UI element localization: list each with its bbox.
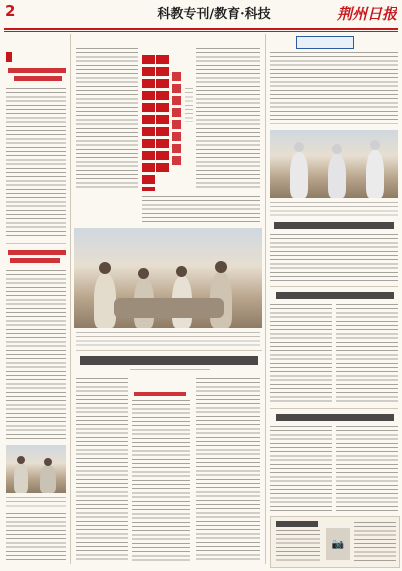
middle-divider	[76, 350, 262, 351]
vertical-byline	[185, 88, 193, 122]
vertical-headline-main-2	[156, 55, 169, 175]
middle-feature-photo	[74, 228, 262, 328]
right-headline-1	[274, 222, 394, 229]
right-headline-3	[276, 414, 394, 421]
right-article-1-body	[270, 52, 398, 124]
left-column-tag	[6, 52, 12, 62]
bottom-box-title	[276, 521, 318, 527]
right-article-3-col1	[270, 304, 332, 404]
right-article-4-col1	[270, 426, 332, 512]
column-divider	[70, 34, 71, 564]
right-article-2-body	[270, 234, 398, 282]
left-article-2-body	[6, 270, 66, 440]
left-photo	[6, 445, 66, 493]
bottom-box-body-2	[354, 522, 396, 562]
left-headline-2-line2	[10, 258, 60, 263]
editor-line	[19, 15, 59, 23]
column-divider	[265, 34, 266, 564]
middle-lower-headline	[80, 356, 258, 365]
middle-col1-body	[76, 48, 138, 190]
section-title: 科教专刊/教育·科技	[157, 7, 271, 22]
page-number: 2	[5, 2, 16, 20]
right-column-tag	[296, 36, 354, 49]
middle-lower-byline	[130, 369, 210, 373]
left-article-3-body	[6, 513, 66, 563]
middle-lower-col1	[76, 378, 128, 563]
left-photo-caption	[6, 497, 66, 509]
left-divider	[6, 243, 66, 244]
middle-lower-col2	[132, 400, 190, 563]
right-photo-caption	[270, 202, 398, 216]
header-rule-thin	[4, 31, 398, 32]
right-photo	[270, 130, 398, 198]
left-article-1-body	[6, 88, 66, 238]
vertical-headline-main-1	[142, 55, 155, 191]
vertical-subheadline	[172, 72, 181, 167]
right-headline-2	[276, 292, 394, 299]
middle-lower-subhead-1	[134, 392, 186, 396]
date-line	[19, 5, 77, 15]
right-divider-2	[270, 408, 398, 409]
right-divider-1	[270, 286, 398, 287]
bottom-box-body	[276, 530, 320, 562]
bottom-box-image	[326, 528, 350, 560]
right-article-4-col2	[336, 426, 398, 512]
header-rule	[4, 28, 398, 30]
right-article-3-col2	[336, 304, 398, 404]
left-headline-2	[8, 250, 66, 255]
middle-lower-col3	[196, 378, 260, 563]
middle-col2-body	[196, 48, 260, 190]
camera-icon: 📷	[331, 538, 345, 550]
newspaper-logo: 荆州日报	[336, 5, 397, 23]
left-headline-1	[8, 68, 66, 73]
left-headline-1-line2	[14, 76, 62, 81]
middle-photo-caption	[76, 332, 260, 346]
middle-lead-body	[142, 196, 260, 222]
